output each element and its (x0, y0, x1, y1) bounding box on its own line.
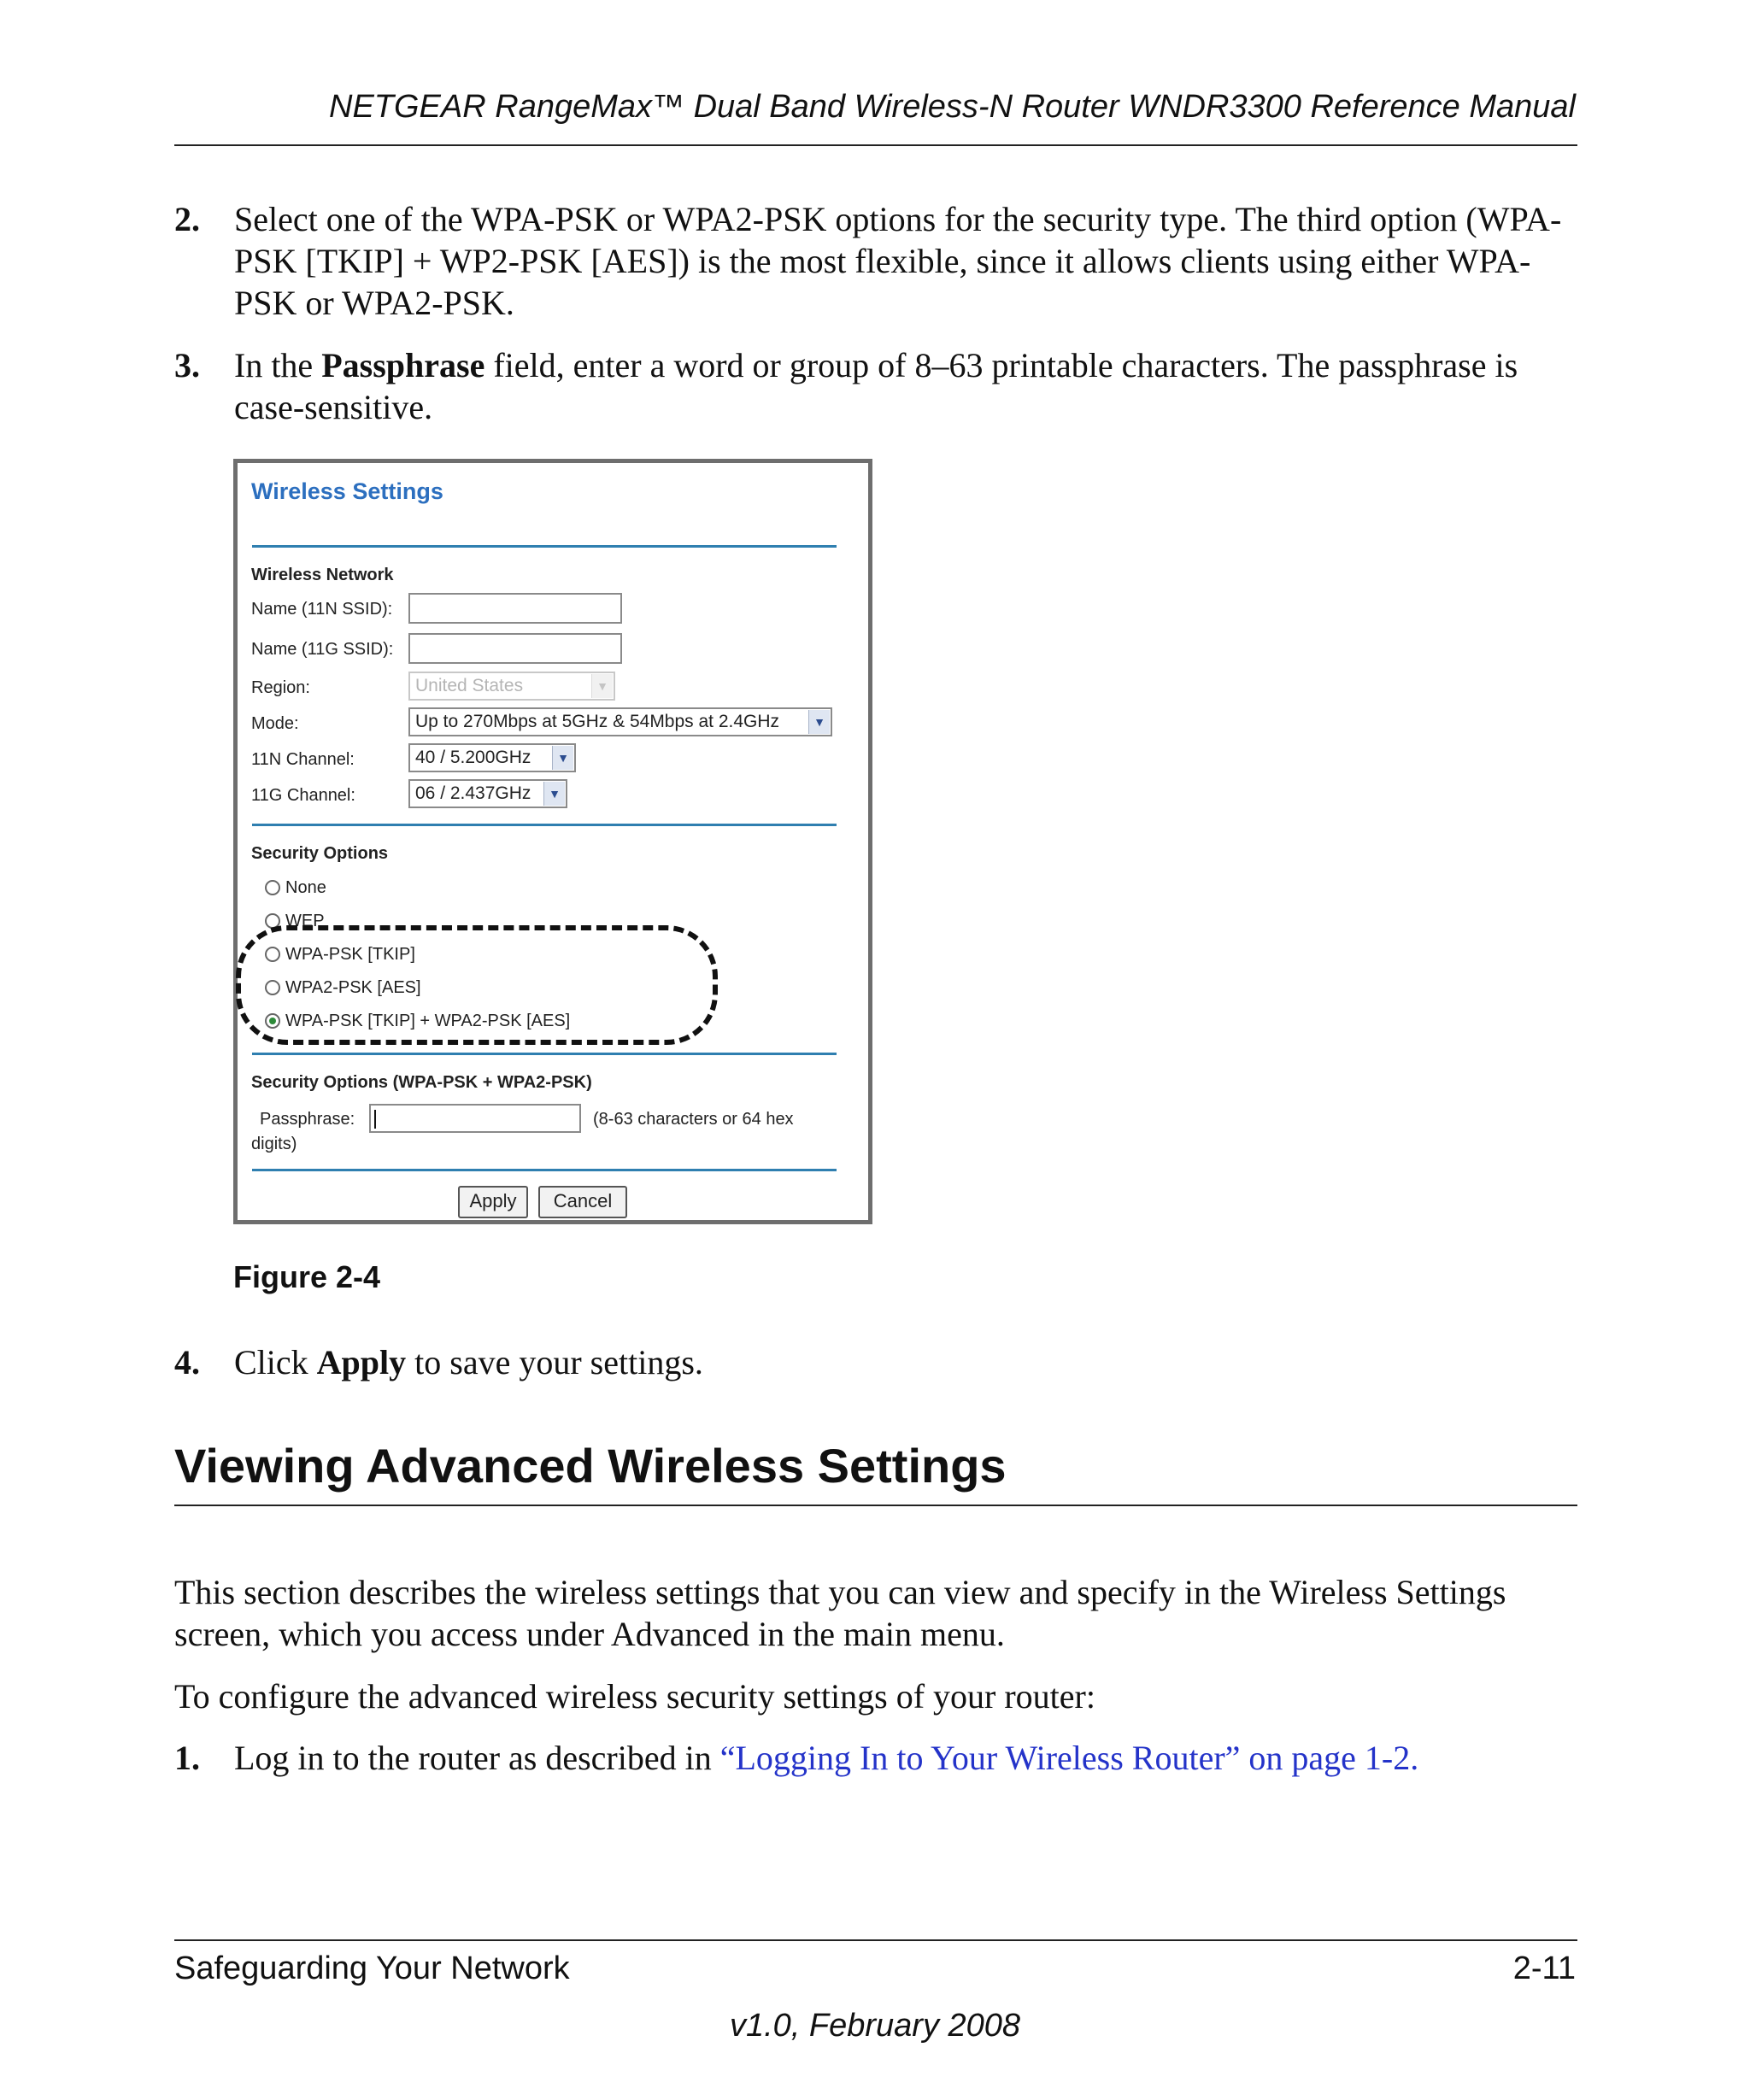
channel-11g-value: 06 / 2.437GHz (415, 783, 531, 803)
footer-page-number: 2-11 (1512, 1950, 1576, 1986)
apply-button[interactable]: Apply (458, 1186, 528, 1218)
step-text (234, 1737, 1584, 1779)
passphrase-term: Passphrase (321, 346, 485, 384)
mode-value: Up to 270Mbps at 5GHz & 54Mbps at 2.4GHz (415, 712, 780, 731)
apply-term: Apply (316, 1343, 407, 1381)
ssid-11n-label: Name (11N SSID): (251, 600, 393, 619)
radio-none[interactable] (265, 880, 280, 895)
channel-11n-value: 40 / 5.200GHz (415, 748, 531, 767)
region-select[interactable] (408, 672, 615, 701)
region-label: Region: (251, 678, 310, 697)
radio-wpa-wpa2-mixed-label: WPA-PSK [TKIP] + WPA2-PSK [AES] (285, 1012, 571, 1030)
step-4 (174, 1341, 1584, 1383)
section-paragraph-2: To configure the advanced wireless security settings of your router: (174, 1677, 1095, 1716)
channel-11n-select[interactable] (408, 743, 576, 772)
step-text: Select one of the WPA-PSK or WPA2-PSK options for the security type. The third option (WPA-PSK [TKIP] + WP2-PSK [AES]) is the most flexible, since it allows clients using either WPA-PSK or WPA2-PSK. (234, 200, 1562, 322)
step-text-pre: Click (234, 1343, 317, 1381)
figure-caption: Figure 2-4 (233, 1259, 381, 1294)
section-rule (252, 545, 837, 548)
step-number: 4. (174, 1343, 200, 1381)
ssid-11g-label: Name (11G SSID): (251, 640, 394, 659)
header-rule (174, 144, 1577, 146)
cancel-button[interactable]: Cancel (538, 1186, 627, 1218)
section-rule (252, 824, 837, 826)
section-rule (252, 1169, 837, 1171)
step-2 (174, 198, 1584, 324)
passphrase-hint-cont: digits) (251, 1135, 297, 1153)
footer-version: v1.0, February 2008 (729, 2008, 1021, 2044)
wireless-network-heading: Wireless Network (251, 566, 394, 584)
step-text-post: field, enter a word or group of 8–63 printable characters. The passphrase is case-sensitive. (234, 346, 1518, 426)
step-3 (174, 344, 1584, 428)
channel-11n-label: 11N Channel: (251, 750, 355, 769)
section-heading: Viewing Advanced Wireless Settings (174, 1439, 1007, 1493)
passphrase-input[interactable] (369, 1104, 581, 1133)
heading-rule (174, 1505, 1577, 1506)
screen-title: Wireless Settings (251, 478, 443, 504)
step-text-post: to save your settings. (406, 1343, 703, 1381)
region-value: United States (415, 676, 524, 695)
radio-wpa-psk-label: WPA-PSK [TKIP] (285, 945, 415, 964)
passphrase-hint: (8-63 characters or 64 hex (593, 1110, 794, 1129)
radio-none-label: None (285, 878, 326, 897)
step-number: 1. (174, 1739, 200, 1777)
step-number: 3. (174, 346, 200, 384)
channel-11g-label: 11G Channel: (251, 786, 355, 805)
step-number: 2. (174, 200, 200, 238)
section-rule (252, 1053, 837, 1055)
passphrase-section-heading: Security Options (WPA-PSK + WPA2-PSK) (251, 1073, 592, 1092)
section-step-1 (174, 1737, 1584, 1779)
chevron-down-icon: ▼ (552, 746, 573, 770)
running-header: NETGEAR RangeMax™ Dual Band Wireless-N Router WNDR3300 Reference Manual (329, 89, 1576, 125)
security-options-heading: Security Options (251, 844, 389, 863)
mode-select[interactable] (408, 707, 832, 736)
step-text-pre: In the (234, 346, 322, 384)
step-text (234, 1341, 1584, 1383)
radio-wpa2-psk-label: WPA2-PSK [AES] (285, 978, 421, 997)
footer-chapter: Safeguarding Your Network (174, 1950, 570, 1986)
footer-rule (174, 1939, 1577, 1941)
section-paragraph-1: This section describes the wireless settings that you can view and specify in the Wireless Settings screen, which you access under Advanced in the main menu. (174, 1573, 1506, 1653)
channel-11g-select[interactable] (408, 779, 567, 808)
mode-label: Mode: (251, 714, 299, 733)
cross-reference-link[interactable]: “Logging In to Your Wireless Router” on page 1-2. (719, 1739, 1419, 1777)
step-text (234, 344, 1584, 428)
radio-wep-label: WEP (285, 912, 325, 930)
chevron-down-icon: ▼ (591, 674, 613, 698)
ssid-11n-input[interactable] (408, 593, 622, 624)
wireless-settings-screenshot (233, 459, 872, 1224)
chevron-down-icon: ▼ (543, 782, 565, 806)
passphrase-label: Passphrase: (260, 1110, 355, 1129)
ssid-11g-input[interactable] (408, 633, 622, 664)
step-text-pre: Log in to the router as described in (234, 1739, 720, 1777)
text-cursor (374, 1110, 376, 1129)
chevron-down-icon: ▼ (808, 710, 830, 734)
highlight-dashed-oval (236, 925, 718, 1045)
